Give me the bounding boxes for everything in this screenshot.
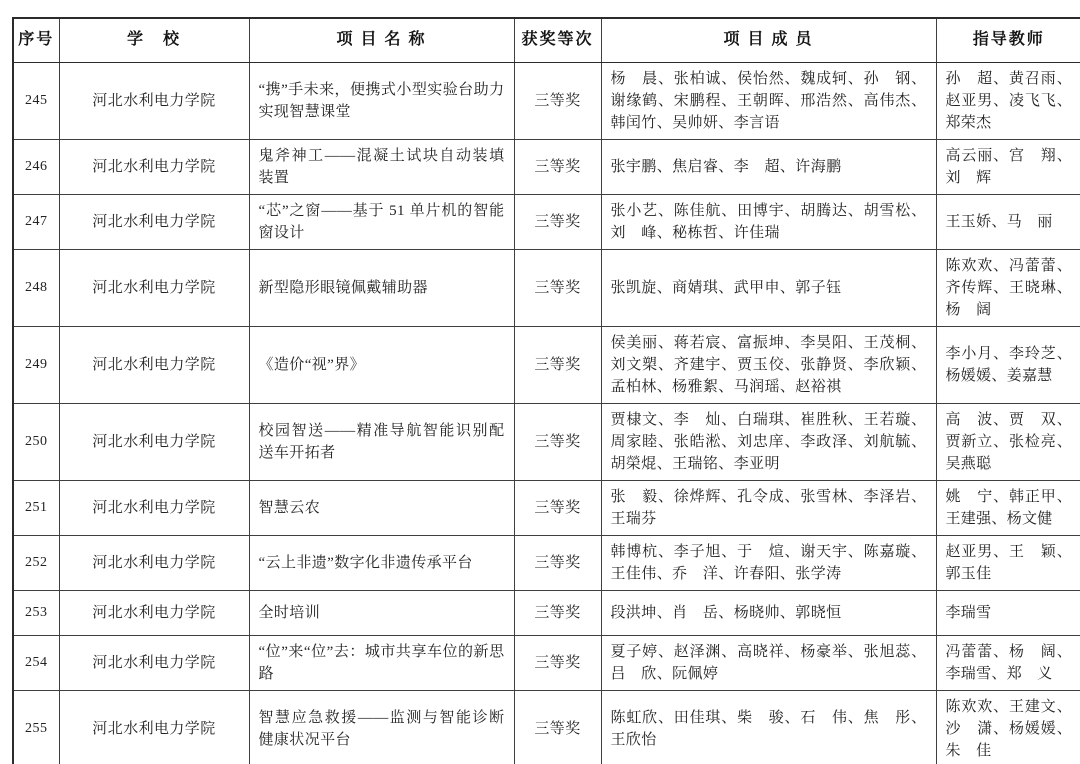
header-row: [13, 18, 1080, 62]
table-row: [13, 62, 1080, 139]
cell-project-name: 全时培训: [249, 590, 514, 635]
table-header: [13, 18, 1080, 62]
cell-award-level: 三等奖: [514, 480, 601, 535]
cell-school: 河北水利电力学院: [59, 535, 249, 590]
table-body: [13, 62, 1080, 764]
cell-members: 张凯旋、商婧琪、武甲申、郭子钰: [601, 249, 936, 326]
col-header-members: 项 目 成 员: [601, 18, 936, 62]
table-row: [13, 480, 1080, 535]
cell-serial-number: 248: [13, 249, 59, 326]
cell-teachers: 李瑞雪: [936, 590, 1080, 635]
col-header-project: 项 目 名 称: [249, 18, 514, 62]
cell-school: 河北水利电力学院: [59, 590, 249, 635]
table-row: [13, 139, 1080, 194]
cell-award-level: 三等奖: [514, 326, 601, 403]
table-row: [13, 535, 1080, 590]
cell-teachers: 陈欢欢、王建文、沙 潇、杨媛媛、朱 佳: [936, 690, 1080, 764]
col-header-serial: 序号: [13, 18, 59, 62]
table-row: [13, 249, 1080, 326]
cell-project-name: 《造价“视”界》: [249, 326, 514, 403]
cell-school: 河北水利电力学院: [59, 62, 249, 139]
cell-serial-number: 252: [13, 535, 59, 590]
cell-school: 河北水利电力学院: [59, 194, 249, 249]
cell-award-level: 三等奖: [514, 635, 601, 690]
cell-serial-number: 251: [13, 480, 59, 535]
cell-teachers: 冯蕾蕾、杨 阔、李瑞雪、郑 义: [936, 635, 1080, 690]
table-row: [13, 194, 1080, 249]
cell-project-name: “携”手未来，便携式小型实验台助力实现智慧课堂: [249, 62, 514, 139]
cell-project-name: 校园智送——精准导航智能识别配送车开拓者: [249, 403, 514, 480]
cell-school: 河北水利电力学院: [59, 635, 249, 690]
col-header-teachers: 指导教师: [936, 18, 1080, 62]
cell-award-level: 三等奖: [514, 403, 601, 480]
table-row: [13, 690, 1080, 764]
cell-members: 杨 晨、张柏诚、侯怡然、魏成轲、孙 钢、谢缘鹤、宋鹏程、王朝晖、邢浩然、高伟杰、韩闰竹、吴帅妍、李言语: [601, 62, 936, 139]
cell-members: 侯美丽、蒋若宸、富振坤、李昊阳、王茂桐、刘文槊、齐建宇、贾玉佼、张静贤、李欣颖、孟柏林、杨雅絮、马润瑶、赵裕祺: [601, 326, 936, 403]
cell-serial-number: 247: [13, 194, 59, 249]
cell-members: 贾棣文、李 灿、白瑞琪、崔胜秋、王若璇、周家睦、张皓淞、刘忠庠、李政泽、刘航毓、胡榮焜、王瑞铭、李亚明: [601, 403, 936, 480]
cell-project-name: “芯”之窗——基于 51 单片机的智能窗设计: [249, 194, 514, 249]
cell-project-name: 鬼斧神工——混凝土试块自动装填装置: [249, 139, 514, 194]
cell-members: 张 毅、徐烨辉、孔令成、张雪林、李泽岩、王瑞芬: [601, 480, 936, 535]
cell-teachers: 高云丽、宫 翔、刘 辉: [936, 139, 1080, 194]
cell-members: 夏子婷、赵泽渊、高晓祥、杨豪举、张旭蕊、吕 欣、阮佩婷: [601, 635, 936, 690]
table-row: [13, 403, 1080, 480]
table-row: [13, 635, 1080, 690]
cell-members: 张小艺、陈佳航、田博宇、胡腾达、胡雪松、刘 峰、秘栋哲、许佳瑞: [601, 194, 936, 249]
cell-school: 河北水利电力学院: [59, 403, 249, 480]
cell-award-level: 三等奖: [514, 690, 601, 764]
cell-members: 韩博杭、李子旭、于 煊、谢天宇、陈嘉璇、王佳伟、乔 洋、许春阳、张学涛: [601, 535, 936, 590]
cell-award-level: 三等奖: [514, 139, 601, 194]
cell-serial-number: 246: [13, 139, 59, 194]
cell-project-name: 智慧云农: [249, 480, 514, 535]
cell-teachers: 孙 超、黄召雨、赵亚男、凌飞飞、郑荣杰: [936, 62, 1080, 139]
cell-award-level: 三等奖: [514, 249, 601, 326]
cell-teachers: 高 波、贾 双、贾新立、张检亮、吴燕聪: [936, 403, 1080, 480]
cell-award-level: 三等奖: [514, 535, 601, 590]
cell-award-level: 三等奖: [514, 62, 601, 139]
cell-project-name: “云上非遗”数字化非遗传承平台: [249, 535, 514, 590]
cell-school: 河北水利电力学院: [59, 690, 249, 764]
cell-school: 河北水利电力学院: [59, 480, 249, 535]
cell-award-level: 三等奖: [514, 590, 601, 635]
cell-project-name: 智慧应急救援——监测与智能诊断健康状况平台: [249, 690, 514, 764]
cell-school: 河北水利电力学院: [59, 139, 249, 194]
cell-serial-number: 245: [13, 62, 59, 139]
table-row: [13, 590, 1080, 635]
cell-serial-number: 254: [13, 635, 59, 690]
awards-table: [12, 17, 1080, 764]
cell-serial-number: 249: [13, 326, 59, 403]
table-row: [13, 326, 1080, 403]
cell-serial-number: 250: [13, 403, 59, 480]
col-header-award: 获奖等次: [514, 18, 601, 62]
cell-project-name: 新型隐形眼镜佩戴辅助器: [249, 249, 514, 326]
cell-project-name: “位”来“位”去：城市共享车位的新思路: [249, 635, 514, 690]
cell-serial-number: 253: [13, 590, 59, 635]
cell-members: 张宇鹏、焦启睿、李 超、许海鹏: [601, 139, 936, 194]
cell-serial-number: 255: [13, 690, 59, 764]
cell-members: 段洪坤、肖 岳、杨晓帅、郭晓恒: [601, 590, 936, 635]
cell-teachers: 王玉娇、马 丽: [936, 194, 1080, 249]
cell-members: 陈虹欣、田佳琪、柴 骏、石 伟、焦 彤、王欣怡: [601, 690, 936, 764]
cell-teachers: 赵亚男、王 颖、郭玉佳: [936, 535, 1080, 590]
cell-school: 河北水利电力学院: [59, 326, 249, 403]
col-header-school: 学 校: [59, 18, 249, 62]
cell-school: 河北水利电力学院: [59, 249, 249, 326]
cell-award-level: 三等奖: [514, 194, 601, 249]
cell-teachers: 姚 宁、韩正甲、王建强、杨文健: [936, 480, 1080, 535]
cell-teachers: 李小月、李玲芝、杨媛媛、姜嘉慧: [936, 326, 1080, 403]
cell-teachers: 陈欢欢、冯蕾蕾、齐传辉、王晓琳、杨 阔: [936, 249, 1080, 326]
